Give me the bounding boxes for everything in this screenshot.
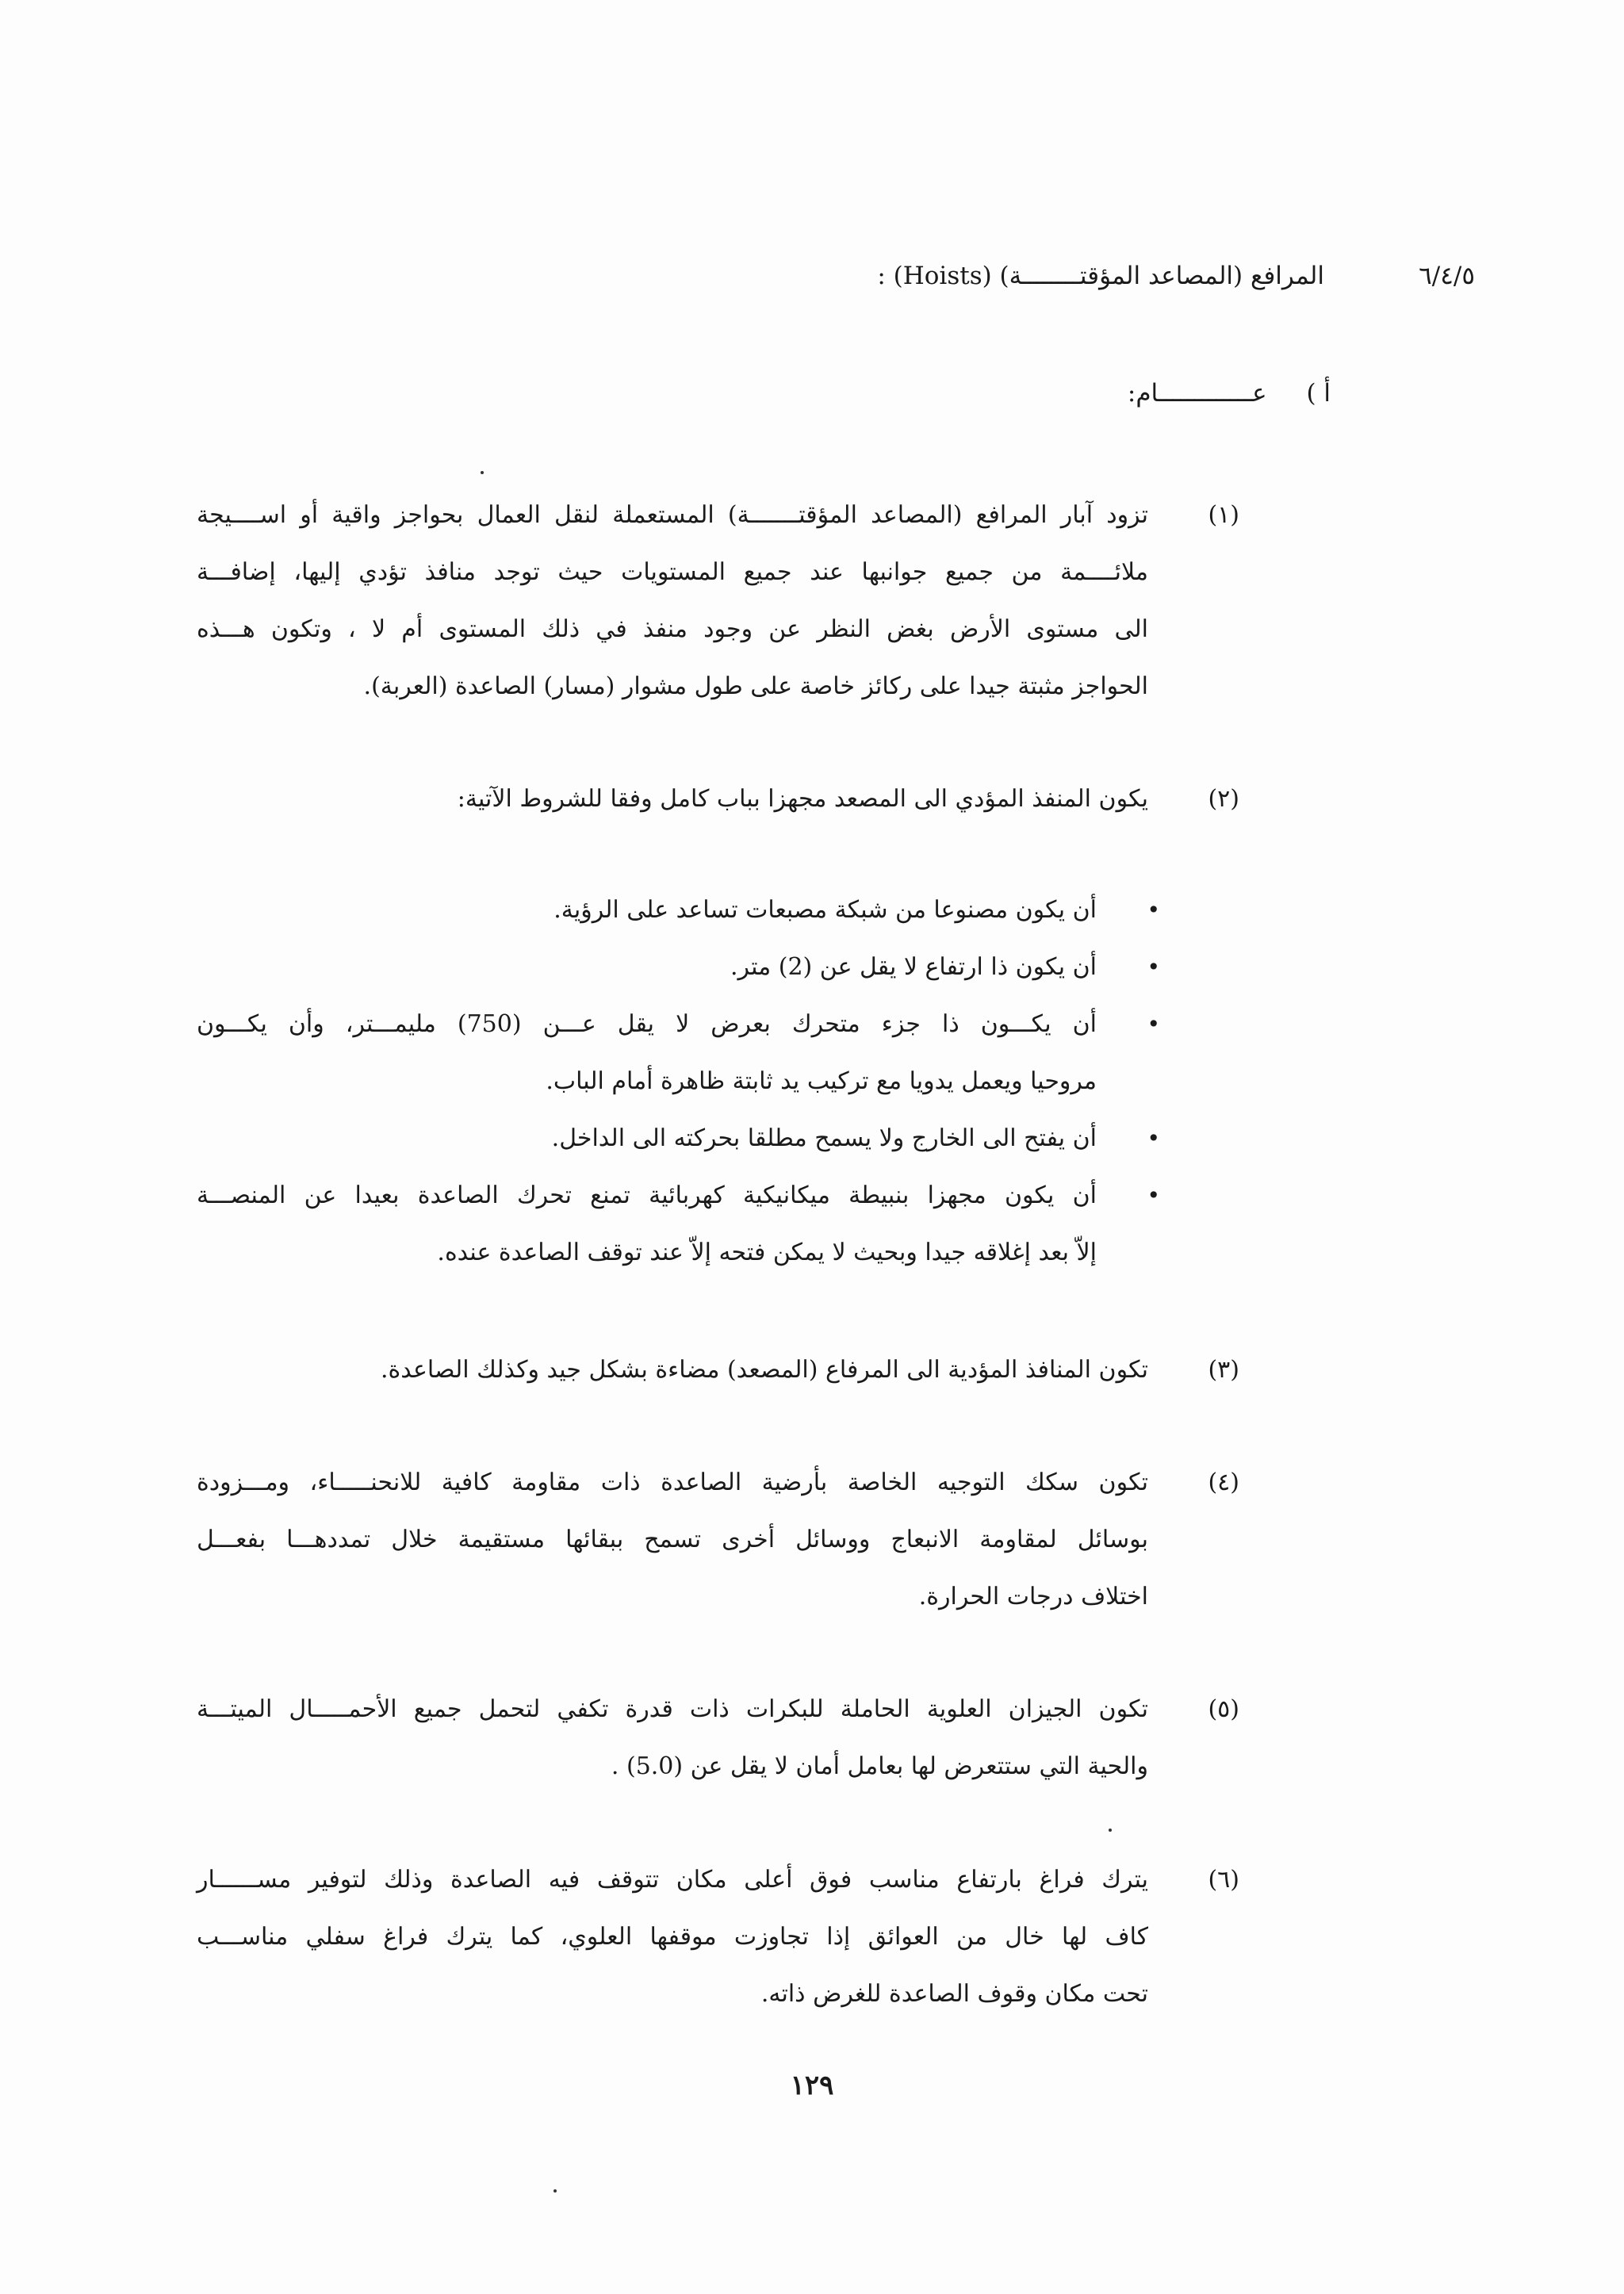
paragraph-line: تكون سكك التوجيه الخاصة بأرضية الصاعدة ذات مقاومة كافية للانحنـــــاء، ومـــزودة: [197, 1469, 1148, 1496]
paragraph-line: بوسائل لمقاومة الانبعاج ووسائل أخرى تسمح ببقائها مستقيمة خلال تمددهـــا بفعـــل: [197, 1526, 1148, 1553]
numbered-item-4: [197, 1454, 1148, 1626]
paragraph-line: الحواجز مثبتة جيدا على ركائز خاصة على طول مشوار (مسار) الصاعدة (العربة).: [363, 672, 1148, 700]
paragraph-line: تكون الجيزان العلوية الحاملة للبكرات ذات قدرة تكفي لتحمل جميع الأحمـــــال الميتـــة: [197, 1695, 1148, 1723]
item-number: (٥): [1208, 1695, 1239, 1723]
numbered-item-6: [197, 1852, 1148, 2023]
paragraph-line: والحية التي ستتعرض لها بعامل أمان لا يقل عن (5.0) .: [611, 1752, 1148, 1780]
bullet-icon: •: [1147, 954, 1160, 980]
bullet-line: إلاّ بعد إغلاقه جيدا وبحيث لا يمكن فتحه إلاّ عند توقف الصاعدة عنده.: [437, 1239, 1097, 1266]
paragraph-line: اختلاف درجات الحرارة.: [918, 1583, 1148, 1610]
scan-speck: [1109, 1829, 1112, 1832]
subheading-text: عـــــــــــــام:: [1127, 379, 1267, 408]
page-number: ١٢٩: [790, 2070, 834, 2101]
bullet-item: [197, 996, 1097, 1110]
paragraph-line: يترك فراغ بارتفاع مناسب فوق أعلى مكان تتوقف فيه الصاعدة وذلك لتوفير مســــــار: [197, 1866, 1148, 1894]
bullet-icon: •: [1147, 1125, 1160, 1151]
item-number: (٤): [1208, 1469, 1239, 1496]
bullet-icon: •: [1147, 1182, 1160, 1208]
paragraph-line: ملائــــمة من جميع جوانبها عند جميع المستويات حيث توجد منافذ تؤدي إليها، إضافـــة: [197, 558, 1148, 586]
bullet-line: مروحيا ويعمل يدويا مع تركيب يد ثابتة ظاهرة أمام الباب.: [546, 1067, 1097, 1095]
numbered-item-3: [197, 1342, 1148, 1399]
bullet-icon: •: [1147, 1011, 1160, 1037]
bullet-item: [197, 882, 1097, 939]
paragraph-line: تحت مكان وقوف الصاعدة للغرض ذاته.: [760, 1980, 1148, 2008]
subheading-letter: أ ): [1306, 379, 1331, 408]
bullet-item: [197, 1110, 1097, 1167]
item-number: (١): [1208, 501, 1239, 529]
bullet-item: [197, 939, 1097, 996]
paragraph-line: يكون المنفذ المؤدي الى المصعد مجهزا بباب كامل وفقا للشروط الآتية:: [457, 785, 1148, 813]
bullet-line: أن يكون مصنوعا من شبكة مصبعات تساعد على الرؤية.: [553, 896, 1097, 924]
scan-speck: [553, 2189, 557, 2193]
paragraph-line: الى مستوى الأرض بغض النظر عن وجود منفذ في ذلك المستوى أم لا ، وتكون هـــذه: [197, 615, 1148, 643]
bullet-icon: •: [1147, 897, 1160, 923]
section-title: المرافع (المصاعد المؤقتــــــــة) (Hoists) :: [877, 262, 1324, 290]
scan-speck: [481, 471, 484, 474]
bullet-line: أن يكـــون ذا جزء متحرك بعرض لا يقل عـــن (750) مليمـــتر، وأن يكـــون: [197, 1010, 1097, 1038]
numbered-item-2: [197, 771, 1148, 828]
bullet-line: أن يكون مجهزا بنبيطة ميكانيكية كهربائية تمنع تحرك الصاعدة بعيدا عن المنصـــة: [197, 1181, 1097, 1209]
subheading: [1128, 379, 1331, 408]
item-number: (٦): [1208, 1866, 1239, 1894]
bullet-item: [197, 1167, 1097, 1281]
item-number: (٣): [1208, 1356, 1239, 1384]
section-header: [872, 262, 1475, 309]
numbered-item-1: [197, 487, 1148, 715]
paragraph-line: تكون المنافذ المؤدية الى المرفاع (المصعد) مضاءة بشكل جيد وكذلك الصاعدة.: [381, 1356, 1148, 1384]
bullet-line: أن يفتح الى الخارج ولا يسمح مطلقا بحركته الى الداخل.: [551, 1124, 1097, 1152]
numbered-item-5: [197, 1681, 1148, 1795]
bullet-line: أن يكون ذا ارتفاع لا يقل عن (2) متر.: [730, 953, 1097, 981]
paragraph-line: تزود آبار المرافع (المصاعد المؤقتـــــــة) المستعملة لنقل العمال بحواجز واقية أو اســــيجة: [197, 501, 1148, 529]
item-number: (٢): [1208, 785, 1239, 813]
section-number: ٦/٤/٥: [1419, 262, 1475, 290]
paragraph-line: كاف لها خال من العوائق إذا تجاوزت موقفها العلوي، كما يترك فراغ سفلي مناســـب: [197, 1923, 1148, 1951]
